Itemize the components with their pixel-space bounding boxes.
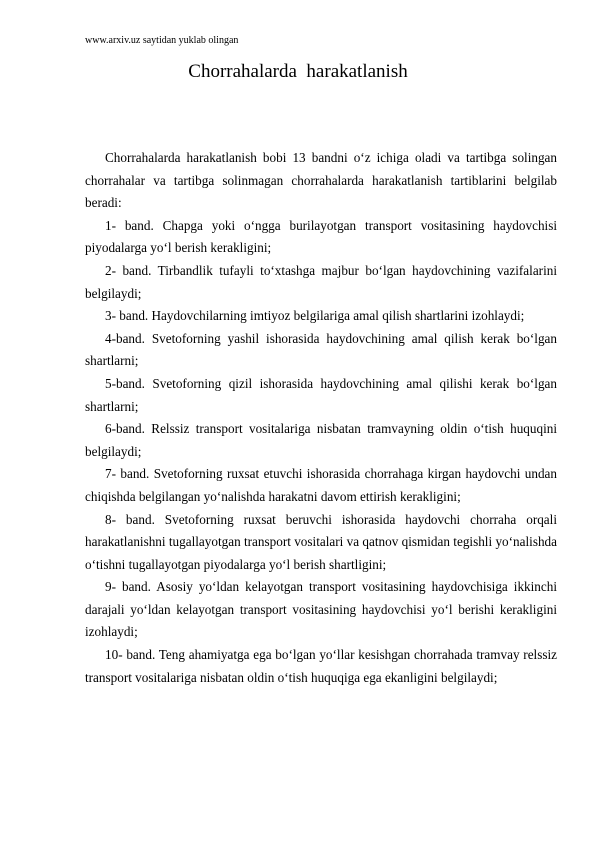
clause-1-paragraph: 1- band. Chapga yoki o‘ngga burilayotgan transport vositasining haydovchisi piyodalarga yo‘l berish kerakligini;	[85, 217, 557, 256]
clause-5-paragraph: 5-band. Svetoforning qizil ishorasida haydovchining amal qilishi kerak bo‘lgan shartlarni;	[85, 375, 557, 414]
page-title: Chorrahalarda harakatlanish	[188, 61, 408, 82]
clause-2-paragraph: 2- band. Tirbandlik tufayli to‘xtashga majbur bo‘lgan haydovchining vazifalarini belgilaydi;	[85, 262, 557, 301]
clause-8-paragraph: 8- band. Svetoforning ruxsat beruvchi ishorasida haydovchi chorraha orqali harakatlanishni tugallayotgan transport vositalari va qatnov qismidan tegishli yo‘nalishda o‘tishni tugallayotgan piyodalarga yo‘l berish shartligini;	[85, 511, 557, 572]
clause-10-paragraph: 10- band. Teng ahamiyatga ega bo‘lgan yo‘llar kesishgan chorrahada tramvay relssiz transport vositalariga nisbatan oldin o‘tish huquqiga ega ekanligini belgilaydi;	[85, 647, 557, 685]
source-header: www.arxiv.uz saytidan yuklab olingan	[85, 35, 239, 46]
document-body	[85, 147, 557, 689]
clause-6-paragraph: 6-band. Relssiz transport vositalariga nisbatan tramvayning oldin o‘tish huquqini belgilaydi;	[85, 421, 557, 459]
intro-paragraph: Chorrahalarda harakatlanish bobi 13 bandni o‘z ichiga oladi va tartibga solingan chorrahalar va tartibga solinmagan chorrahalarda harakatlanish tartiblarini belgilab beradi:	[85, 150, 557, 211]
clause-7-paragraph: 7- band. Svetoforning ruxsat etuvchi ishorasida chorrahaga kirgan haydovchi undan chiqishda belgilangan yo‘nalishda harakatni davom ettirish kerakligini;	[85, 466, 557, 504]
clause-4-paragraph: 4-band. Svetoforning yashil ishorasida haydovchining amal qilish kerak bo‘lgan shartlarni;	[85, 330, 557, 369]
clause-9-paragraph: 9- band. Asosiy yo‘ldan kelayotgan transport vositasining haydovchisiga ikkinchi darajali yo‘ldan kelayotgan transport vositasining haydovchisi yo‘l berishi kerakligini izohlaydi;	[85, 579, 557, 640]
clause-3-paragraph: 3- band. Haydovchilarning imtiyoz belgilariga amal qilish shartlarini izohlaydi;	[105, 308, 525, 324]
